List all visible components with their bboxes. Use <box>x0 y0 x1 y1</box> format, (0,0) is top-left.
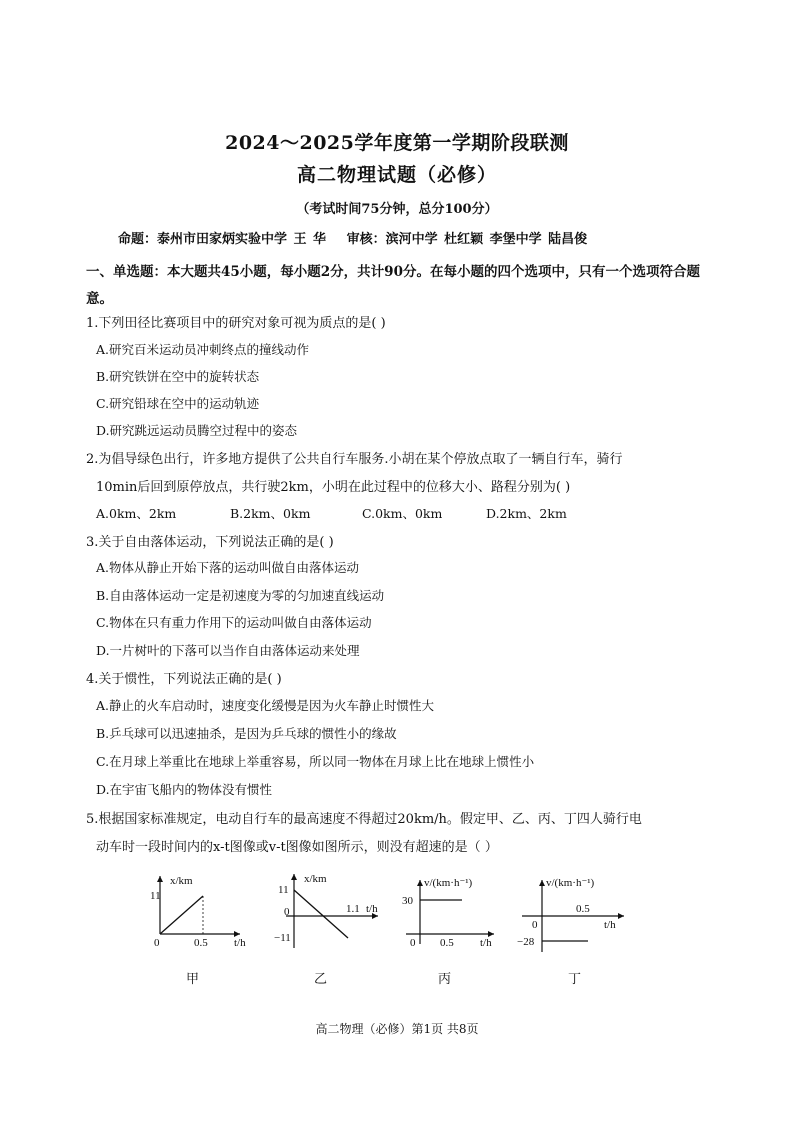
question-1-option-d: D.研究跳远运动员腾空过程中的姿态 <box>96 423 298 438</box>
question-4-stem: 4.关于惯性，下列说法正确的是( ) <box>86 672 282 687</box>
graph-yi-xlabel: t/h <box>366 903 378 915</box>
graph-ding <box>512 866 637 956</box>
graph-bing-ytick: 30 <box>402 895 413 907</box>
exam-title-line2: 高二物理试题（必修） <box>296 164 497 186</box>
graph-ding-origin: 0 <box>532 919 538 931</box>
question-1-option-b: B.研究铁饼在空中的旋转状态 <box>96 369 260 384</box>
question-4-option-d: D.在宇宙飞船内的物体没有惯性 <box>96 782 273 797</box>
question-1-stem: 1.下列田径比赛项目中的研究对象可视为质点的是( ) <box>86 316 386 331</box>
question-2-stem-line2: 10min后回到原停放点，共行驶2km，小明在此过程中的位移大小、路程分别为( ) <box>96 480 571 495</box>
graph-yi-line <box>294 890 348 938</box>
question-1-option-a: A.研究百米运动员冲刺终点的撞线动作 <box>96 342 310 357</box>
graph-ding-ylabel: v/(km·h⁻¹) <box>546 877 595 889</box>
graph-yi-xtick: 1.1 <box>346 903 360 915</box>
question-5-stem-line2: 动车时一段时间内的x-t图像或v-t图像如图所示，则没有超速的是（ ） <box>96 840 498 855</box>
graph-yi-ytick-pos: 11 <box>278 884 289 896</box>
graph-ding-x-arrow <box>618 913 624 919</box>
question-2-option-b: B.2km、0km <box>230 506 311 521</box>
question-2-stem-line1: 2.为倡导绿色出行，许多地方提供了公共自行车服务.小胡在某个停放点取了一辆自行车，骑行 <box>86 452 623 467</box>
graph-yi-origin: 0 <box>284 906 290 918</box>
question-3-stem: 3.关于自由落体运动，下列说法正确的是( ) <box>86 535 334 550</box>
question-5-stem-line1: 5.根据国家标准规定，电动自行车的最高速度不得超过20km/h。假定甲、乙、丙、丁四人骑行电 <box>86 812 642 827</box>
graph-bing-origin: 0 <box>410 937 416 949</box>
graph-jia-y-arrow <box>157 876 163 882</box>
author-line <box>118 228 601 247</box>
setter-text: 命题：泰州市田家炳实验中学 王 华 <box>118 232 327 247</box>
question-2-option-d: D.2km、2km <box>486 506 567 521</box>
graph-jia-xtick: 0.5 <box>194 937 208 949</box>
graph-jia <box>140 866 250 956</box>
question-3-option-b: B.自由落体运动一定是初速度为零的匀加速直线运动 <box>96 588 385 603</box>
question-2-option-a: A.0km、2km <box>96 506 177 521</box>
graph-yi-ylabel: x/km <box>304 873 327 885</box>
graph-ding-xlabel: t/h <box>604 919 616 931</box>
graph-bing-xtick: 0.5 <box>440 937 454 949</box>
exam-title-line1: 2024～2025学年度第一学期阶段联测 <box>225 132 569 154</box>
question-2-option-c: C.0km、0km <box>362 506 443 521</box>
graph-jia-caption: 甲 <box>186 972 200 987</box>
section-heading: 一、单选题：本大题共45小题，每小题2分，共计90分。在每小题的四个选项中，只有一个选项符合题意。 <box>86 264 700 307</box>
graph-jia-ytick: 11 <box>150 890 161 902</box>
graph-ding-xtick: 0.5 <box>576 903 590 915</box>
graph-ding-caption: 丁 <box>568 972 582 987</box>
graph-yi-caption: 乙 <box>314 972 328 987</box>
question-1-option-c: C.研究铅球在空中的运动轨迹 <box>96 396 260 411</box>
page-footer: 高二物理（必修）第1页 共8页 <box>315 1022 479 1036</box>
exam-info: （考试时间75分钟，总分100分） <box>296 202 498 217</box>
graph-bing-y-arrow <box>417 880 423 886</box>
question-4-option-a: A.静止的火车启动时，速度变化缓慢是因为火车静止时惯性大 <box>96 698 435 713</box>
graph-bing-caption: 丙 <box>438 972 452 987</box>
graph-yi-ytick-neg: −11 <box>274 932 291 944</box>
graph-bing-xlabel: t/h <box>480 937 492 949</box>
graph-jia-line <box>160 896 203 934</box>
graph-jia-origin: 0 <box>154 937 160 949</box>
graph-bing <box>398 866 503 956</box>
question-4-option-c: C.在月球上举重比在地球上举重容易，所以同一物体在月球上比在地球上惯性小 <box>96 754 535 769</box>
question-4-option-b: B.乒乓球可以迅速抽杀，是因为乒乓球的惯性小的缘故 <box>96 726 397 741</box>
graph-jia-xlabel: t/h <box>234 937 246 949</box>
graph-ding-y-arrow <box>539 880 545 886</box>
reviewers-text: 审核：滨河中学 杜红颖 李堡中学 陆昌俊 <box>346 232 588 247</box>
question-3-option-d: D.一片树叶的下落可以当作自由落体运动来处理 <box>96 643 360 658</box>
graph-bing-ylabel: v/(km·h⁻¹) <box>424 877 473 889</box>
graph-yi-y-arrow <box>291 874 297 880</box>
graph-jia-ylabel: x/km <box>170 875 193 887</box>
question-3-option-c: C.物体在只有重力作用下的运动叫做自由落体运动 <box>96 615 372 630</box>
graph-yi <box>270 866 385 966</box>
graph-ding-ytick: −28 <box>517 936 535 948</box>
question-3-option-a: A.物体从静止开始下落的运动叫做自由落体运动 <box>96 560 360 575</box>
